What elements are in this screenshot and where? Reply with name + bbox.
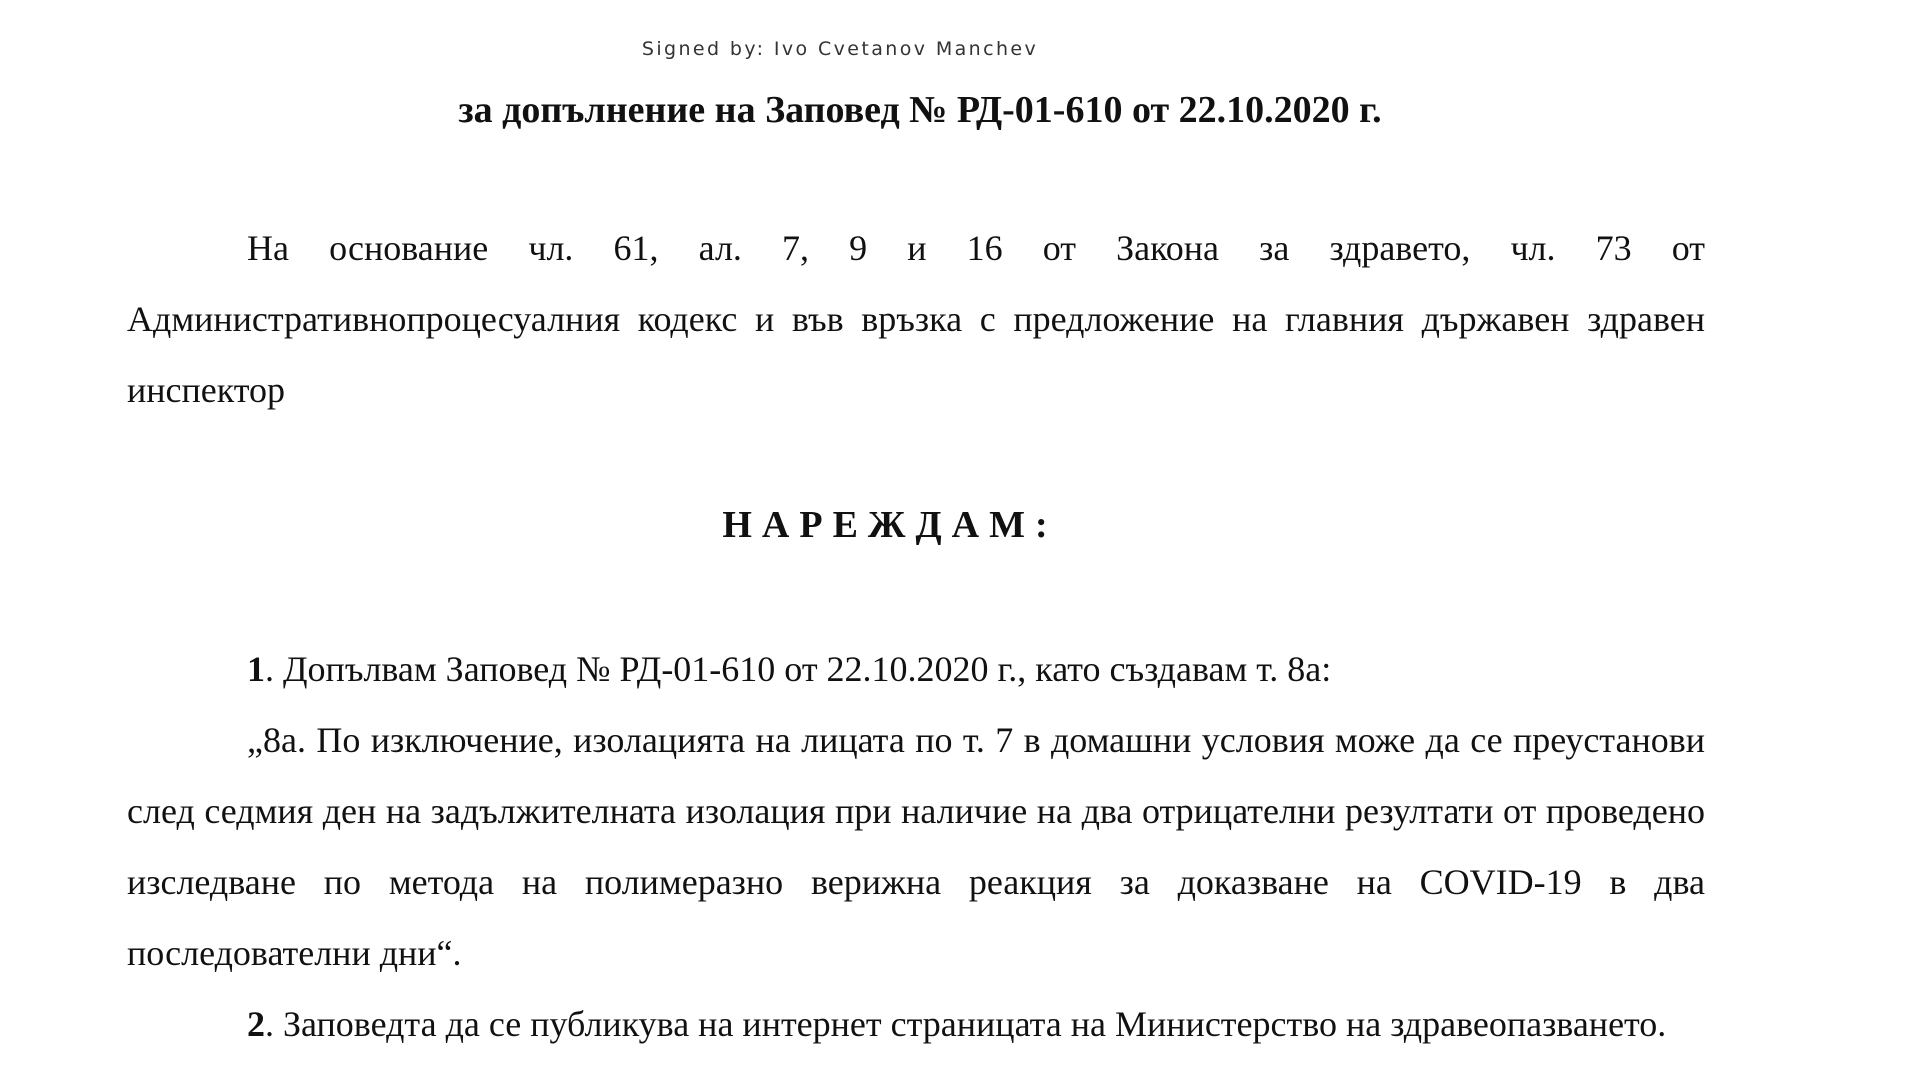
quoted-amendment: „8а. По изключение, изолацията на лицата по т. 7 в домашни условия може да се преустанови след седмия ден на задължителната изолация при наличие на два отрицателни резултати от проведено изследване по метода на полимеразно верижна реакция за доказване на COVID-19 в два последователни дни“.: [127, 720, 1705, 973]
item-text: . Заповедта да се публикува на интернет страницата на Министерство на здравеопазването.: [265, 1004, 1667, 1044]
order-item-1: [127, 634, 1705, 705]
order-item-2: [127, 989, 1705, 1060]
order-title: за допълнение на Заповед № РД-01-610 от 22.10.2020 г.: [458, 89, 1382, 131]
item-number: 1: [247, 649, 265, 689]
item-number: 2: [247, 1004, 265, 1044]
digital-signature: Signed by: Ivo Cvetanov Manchev: [641, 38, 1039, 60]
decree-heading: НАРЕЖДАМ:: [722, 504, 1058, 546]
order-items: [127, 634, 1705, 1060]
item-text: . Допълвам Заповед № РД-01-610 от 22.10.2020 г., като създавам т. 8а:: [265, 649, 1332, 689]
legal-basis-paragraph: На основание чл. 61, ал. 7, 9 и 16 от Закона за здравето, чл. 73 от Административнопроцесуалния кодекс и във връзка с предложение на главния държавен здравен инспектор: [127, 228, 1705, 410]
